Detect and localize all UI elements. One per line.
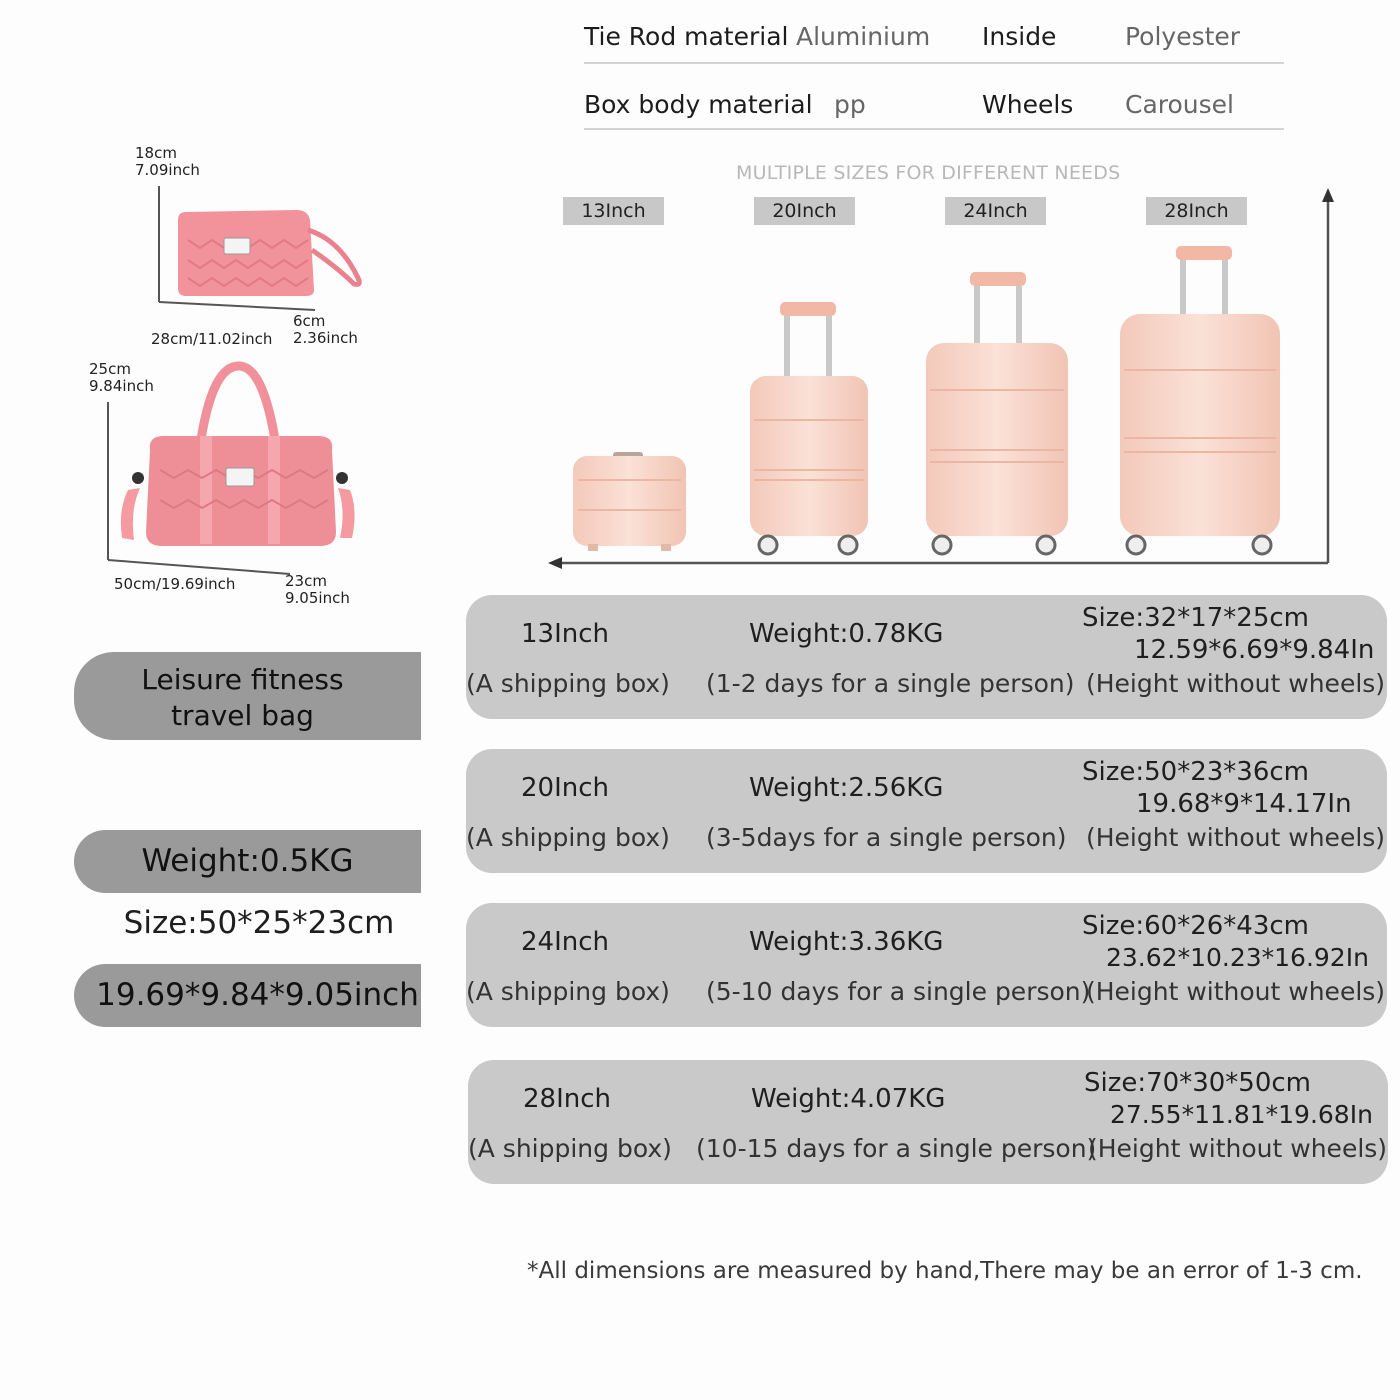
spec-dims-in: 12.59*6.69*9.84In — [1134, 635, 1375, 665]
spec-dims-in: 27.55*11.81*19.68In — [1110, 1100, 1373, 1129]
spec-note: (Height without wheels) — [1086, 669, 1386, 698]
suitcase-lineup — [540, 180, 1340, 580]
spec-dims-cm: Size:50*23*36cm — [1082, 757, 1310, 787]
suitcase-20-icon — [750, 302, 868, 554]
tie-rod-label: Tie Rod material — [584, 22, 789, 51]
bag-depth-label: 23cm 9.05inch — [285, 572, 350, 607]
bag-size-in-pill — [74, 964, 421, 1027]
pouch-width-line — [159, 302, 315, 310]
spec-box: (A shipping box) — [468, 1134, 672, 1163]
cosmetic-pouch-icon — [178, 210, 359, 296]
spec-weight: Weight:0.78KG — [749, 619, 944, 649]
material-row-2 — [584, 62, 1284, 130]
box-body-value: pp — [834, 90, 866, 119]
spec-weight: Weight:3.36KG — [749, 927, 944, 957]
inside-value: Polyester — [1125, 22, 1241, 51]
spec-weight: Weight:2.56KG — [749, 773, 944, 803]
spec-usage: (5-10 days for a single person) — [706, 977, 1091, 1006]
spec-note: (Height without wheels) — [1086, 823, 1386, 852]
bag-weight-pill — [74, 830, 421, 893]
spec-size: 13Inch — [521, 619, 610, 649]
size-tag-28: 28Inch — [1146, 197, 1247, 225]
bag-title: Leisure fitness travel bag — [141, 663, 344, 732]
bag-weight: Weight:0.5KG — [141, 843, 354, 879]
spec-size: 24Inch — [521, 927, 610, 957]
spec-size: 20Inch — [521, 773, 610, 803]
inside-label: Inside — [982, 22, 1057, 51]
footnote: *All dimensions are measured by hand,There may be an error of 1-3 cm. — [527, 1258, 1363, 1284]
spec-weight: Weight:4.07KG — [751, 1084, 946, 1114]
spec-box: (A shipping box) — [466, 669, 670, 698]
spec-usage: (3-5days for a single person) — [706, 823, 1067, 852]
wheels-value: Carousel — [1125, 90, 1234, 119]
bag-title-pill — [74, 652, 421, 740]
suitcase-24-icon — [926, 272, 1068, 554]
spec-dims-in: 23.62*10.23*16.92In — [1106, 943, 1369, 972]
tie-rod-value: Aluminium — [796, 22, 931, 51]
axis-arrow-up-icon — [1322, 188, 1334, 202]
size-tag-24: 24Inch — [945, 197, 1046, 225]
spec-dims-cm: Size:70*30*50cm — [1084, 1068, 1312, 1098]
spec-note: (Height without wheels) — [1086, 977, 1386, 1006]
duffel-bag-icon — [121, 366, 355, 546]
spec-dims-in: 19.68*9*14.17In — [1136, 789, 1352, 819]
material-row-1 — [584, 0, 1284, 64]
box-body-label: Box body material — [584, 90, 813, 119]
pouch-width-label: 28cm/11.02inch — [151, 330, 273, 348]
spec-card-20 — [466, 749, 1387, 873]
bag-width-line — [108, 560, 290, 574]
spec-dims-cm: Size:60*26*43cm — [1082, 911, 1310, 941]
spec-size: 28Inch — [523, 1084, 612, 1114]
suitcase-13-icon — [573, 452, 686, 551]
size-tag-20: 20Inch — [754, 197, 855, 225]
spec-usage: (10-15 days for a single person) — [696, 1134, 1097, 1163]
spec-card-24 — [466, 903, 1387, 1027]
bag-width-label: 50cm/19.69inch — [114, 575, 236, 593]
spec-box: (A shipping box) — [466, 823, 670, 852]
wheels-label: Wheels — [982, 90, 1074, 119]
axis-arrow-left-icon — [548, 557, 562, 569]
suitcase-28-icon — [1120, 246, 1280, 554]
pouch-height-label: 18cm 7.09inch — [135, 144, 200, 179]
bag-size-in: 19.69*9.84*9.05inch — [96, 977, 419, 1013]
bag-height-label: 25cm 9.84inch — [89, 360, 154, 395]
spec-card-28 — [468, 1060, 1388, 1184]
spec-dims-cm: Size:32*17*25cm — [1082, 603, 1310, 633]
section-subtitle: MULTIPLE SIZES FOR DIFFERENT NEEDS — [736, 162, 1121, 184]
spec-card-13 — [466, 595, 1387, 719]
pouch-diagram — [100, 180, 370, 320]
pouch-depth-label: 6cm 2.36inch — [293, 312, 358, 347]
size-tag-13: 13Inch — [563, 197, 664, 225]
spec-usage: (1-2 days for a single person) — [706, 669, 1075, 698]
bag-size-cm: Size:50*25*23cm — [123, 905, 395, 941]
spec-note: (Height without wheels) — [1088, 1134, 1388, 1163]
spec-box: (A shipping box) — [466, 977, 670, 1006]
